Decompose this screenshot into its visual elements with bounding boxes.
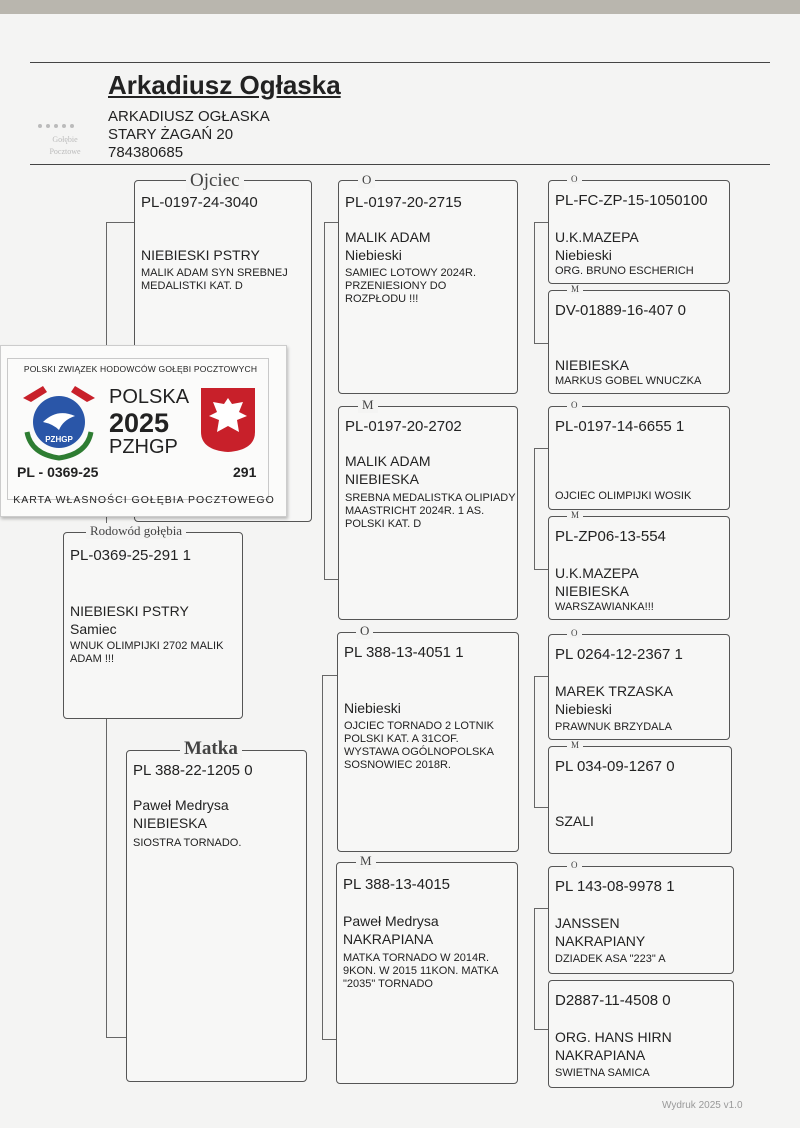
mmf-card: [548, 866, 734, 974]
polish-eagle-icon: [199, 386, 257, 454]
mmf-o-label: O: [567, 860, 582, 870]
fm-breeder: MALIK ADAM: [345, 453, 431, 469]
mm-ring: PL 388-13-4015: [343, 876, 451, 893]
mff-breeder: MAREK TRZASKA: [555, 683, 673, 699]
connector-ff-parents: [534, 222, 549, 344]
photo-background-strip: [0, 0, 800, 14]
fff-color: Niebieski: [555, 247, 612, 263]
ff-o-label: O: [358, 172, 375, 188]
father-mother-card: [338, 406, 518, 620]
mff-o-label: O: [567, 628, 582, 638]
fmf-ring: PL-0197-14-6655 1: [555, 418, 685, 435]
father-ring: PL-0197-24-3040: [141, 194, 258, 211]
header-top-rule: [30, 62, 770, 63]
mff-note: PRAWNUK BRZYDALA: [555, 721, 672, 733]
ffm-note: MARKUS GOBEL WNUCZKA: [555, 375, 702, 387]
ff-color: Niebieski: [345, 247, 402, 263]
ff-breeder: MALIK ADAM: [345, 229, 431, 245]
mff-color: Niebieski: [555, 701, 612, 717]
svg-text:Gołębie: Gołębie: [52, 135, 78, 144]
mother-card: [126, 750, 307, 1082]
mother-mother-card: [336, 862, 518, 1084]
ffm-ring: DV-01889-16-407 0: [555, 302, 686, 319]
fm-color: NIEBIESKA: [345, 471, 419, 487]
mmm-note: SWIETNA SAMICA: [555, 1067, 650, 1079]
fff-breeder: U.K.MAZEPA: [555, 229, 639, 245]
pigeon-color: NIEBIESKI PSTRY: [70, 603, 189, 619]
mmm-card: [548, 980, 734, 1088]
mmf-breeder: JANSSEN: [555, 915, 620, 931]
ffm-m-label: M: [567, 284, 583, 294]
club-logo-icon: [30, 120, 100, 160]
ffm-card: [548, 290, 730, 394]
mff-card: [548, 634, 730, 740]
owner-title: Arkadiusz Ogłaska: [108, 70, 341, 100]
connector-mother-parents: [322, 675, 337, 1040]
mm-note: MATKA TORNADO W 2014R. 9KON. W 2015 11KON. MATKA "2035" TORNADO: [343, 952, 498, 990]
fff-ring: PL-FC-ZP-15-1050100: [555, 192, 708, 209]
mmf-note: DZIADEK ASA "223" A: [555, 953, 666, 965]
card-pigeon-number: 291: [233, 464, 257, 480]
mf-o-label: O: [356, 623, 373, 639]
fmf-o-label: O: [567, 400, 582, 410]
fmf-note: OJCIEC OLIMPIJKI WOSIK: [555, 490, 692, 502]
mother-label: Matka: [180, 738, 242, 760]
mother-father-card: [337, 632, 519, 852]
card-year: 2025: [109, 408, 170, 438]
mfm-card: [548, 746, 732, 854]
ff-ring: PL-0197-20-2715: [345, 194, 462, 211]
mmm-ring: D2887-11-4508 0: [555, 992, 671, 1009]
pigeon-note: WNUK OLIMPIJKI 2702 MALIK ADAM !!!: [70, 640, 224, 665]
father-color: NIEBIESKI PSTRY: [141, 247, 260, 263]
connector-mf-parents: [534, 676, 549, 808]
father-note: MALIK ADAM SYN SREBNEJ MEDALISTKI KAT. D: [141, 267, 288, 292]
mother-ring: PL 388-22-1205 0: [133, 762, 253, 779]
owner-address-street: STARY ŻAGAŃ 20: [108, 126, 234, 143]
mmm-color: NAKRAPIANA: [555, 1047, 646, 1063]
fff-note: ORG. BRUNO ESCHERICH: [555, 265, 694, 277]
fff-card: [548, 180, 730, 284]
mmm-breeder: ORG. HANS HIRN: [555, 1029, 672, 1045]
fm-note: SREBNA MEDALISTKA OLIPIADY MAASTRICHT 2024R. 1 AS. POLSKI KAT. D: [345, 492, 516, 530]
pedigree-label: Rodowód gołębia: [86, 523, 186, 539]
fmm-m-label: M: [567, 510, 583, 520]
owner-phone: 784380685: [108, 144, 184, 161]
fmm-color: NIEBIESKA: [555, 583, 629, 599]
pzhgp-logo-text: PZHGP: [45, 435, 73, 444]
card-caption: KARTA WŁASNOŚCI GOŁĘBIA POCZTOWEGO: [13, 494, 275, 506]
mfm-note: SZALI: [555, 813, 594, 829]
pigeon-card: [63, 532, 243, 719]
fmm-ring: PL-ZP06-13-554: [555, 528, 666, 545]
mff-ring: PL 0264-12-2367 1: [555, 646, 683, 663]
mfm-m-label: M: [567, 740, 583, 750]
fmm-note: WARSZAWIANKA!!!: [555, 601, 654, 613]
fm-m-label: M: [358, 397, 378, 413]
father-father-card: [338, 180, 518, 394]
fm-ring: PL-0197-20-2702: [345, 418, 462, 435]
print-footer: Wydruk 2025 v1.0: [662, 1100, 743, 1111]
mother-breeder: Paweł Medrysa: [133, 797, 229, 813]
mfm-ring: PL 034-09-1267 0: [555, 758, 675, 775]
mother-color: NIEBIESKA: [133, 815, 207, 831]
card-ring-number: PL - 0369-25: [17, 464, 99, 480]
mm-m-label: M: [356, 853, 376, 869]
header-bottom-rule: [30, 164, 770, 165]
card-org: PZHGP: [109, 436, 178, 458]
pigeon-sex: Samiec: [70, 621, 117, 637]
card-country: POLSKA: [109, 386, 190, 408]
father-label: Ojciec: [186, 170, 244, 192]
mm-color: NAKRAPIANA: [343, 931, 434, 947]
mother-note: SIOSTRA TORNADO.: [133, 837, 242, 849]
connector-mm-parents: [534, 908, 549, 1030]
fff-o-label: O: [567, 174, 582, 184]
connector-fm-parents: [534, 448, 549, 570]
ffm-color: NIEBIESKA: [555, 357, 629, 373]
ff-note: SAMIEC LOTOWY 2024R. PRZENIESIONY DO ROZPŁODU !!!: [345, 267, 477, 305]
fmm-breeder: U.K.MAZEPA: [555, 565, 639, 581]
card-union-name: POLSKI ZWIĄZEK HODOWCÓW GOŁĘBI POCZTOWYCH: [23, 364, 258, 374]
svg-text:Pocztowe: Pocztowe: [49, 147, 81, 156]
connector-father-parents: [324, 222, 339, 580]
mf-note: OJCIEC TORNADO 2 LOTNIK POLSKI KAT. A 31COF. WYSTAWA OGÓLNOPOLSKA SOSNOWIEC 2018R.: [344, 720, 494, 771]
pzhgp-logo-icon: [17, 382, 101, 462]
ownership-card: [0, 345, 287, 517]
mmf-ring: PL 143-08-9978 1: [555, 878, 675, 895]
fmf-card: [548, 406, 730, 510]
mm-breeder: Paweł Medrysa: [343, 913, 439, 929]
pigeon-ring: PL-0369-25-291 1: [70, 547, 191, 564]
mf-color: Niebieski: [344, 700, 401, 716]
mf-ring: PL 388-13-4051 1: [344, 644, 464, 661]
owner-address-name: ARKADIUSZ OGŁASKA: [108, 108, 270, 125]
fmm-card: [548, 516, 730, 620]
mmf-color: NAKRAPIANY: [555, 933, 646, 949]
